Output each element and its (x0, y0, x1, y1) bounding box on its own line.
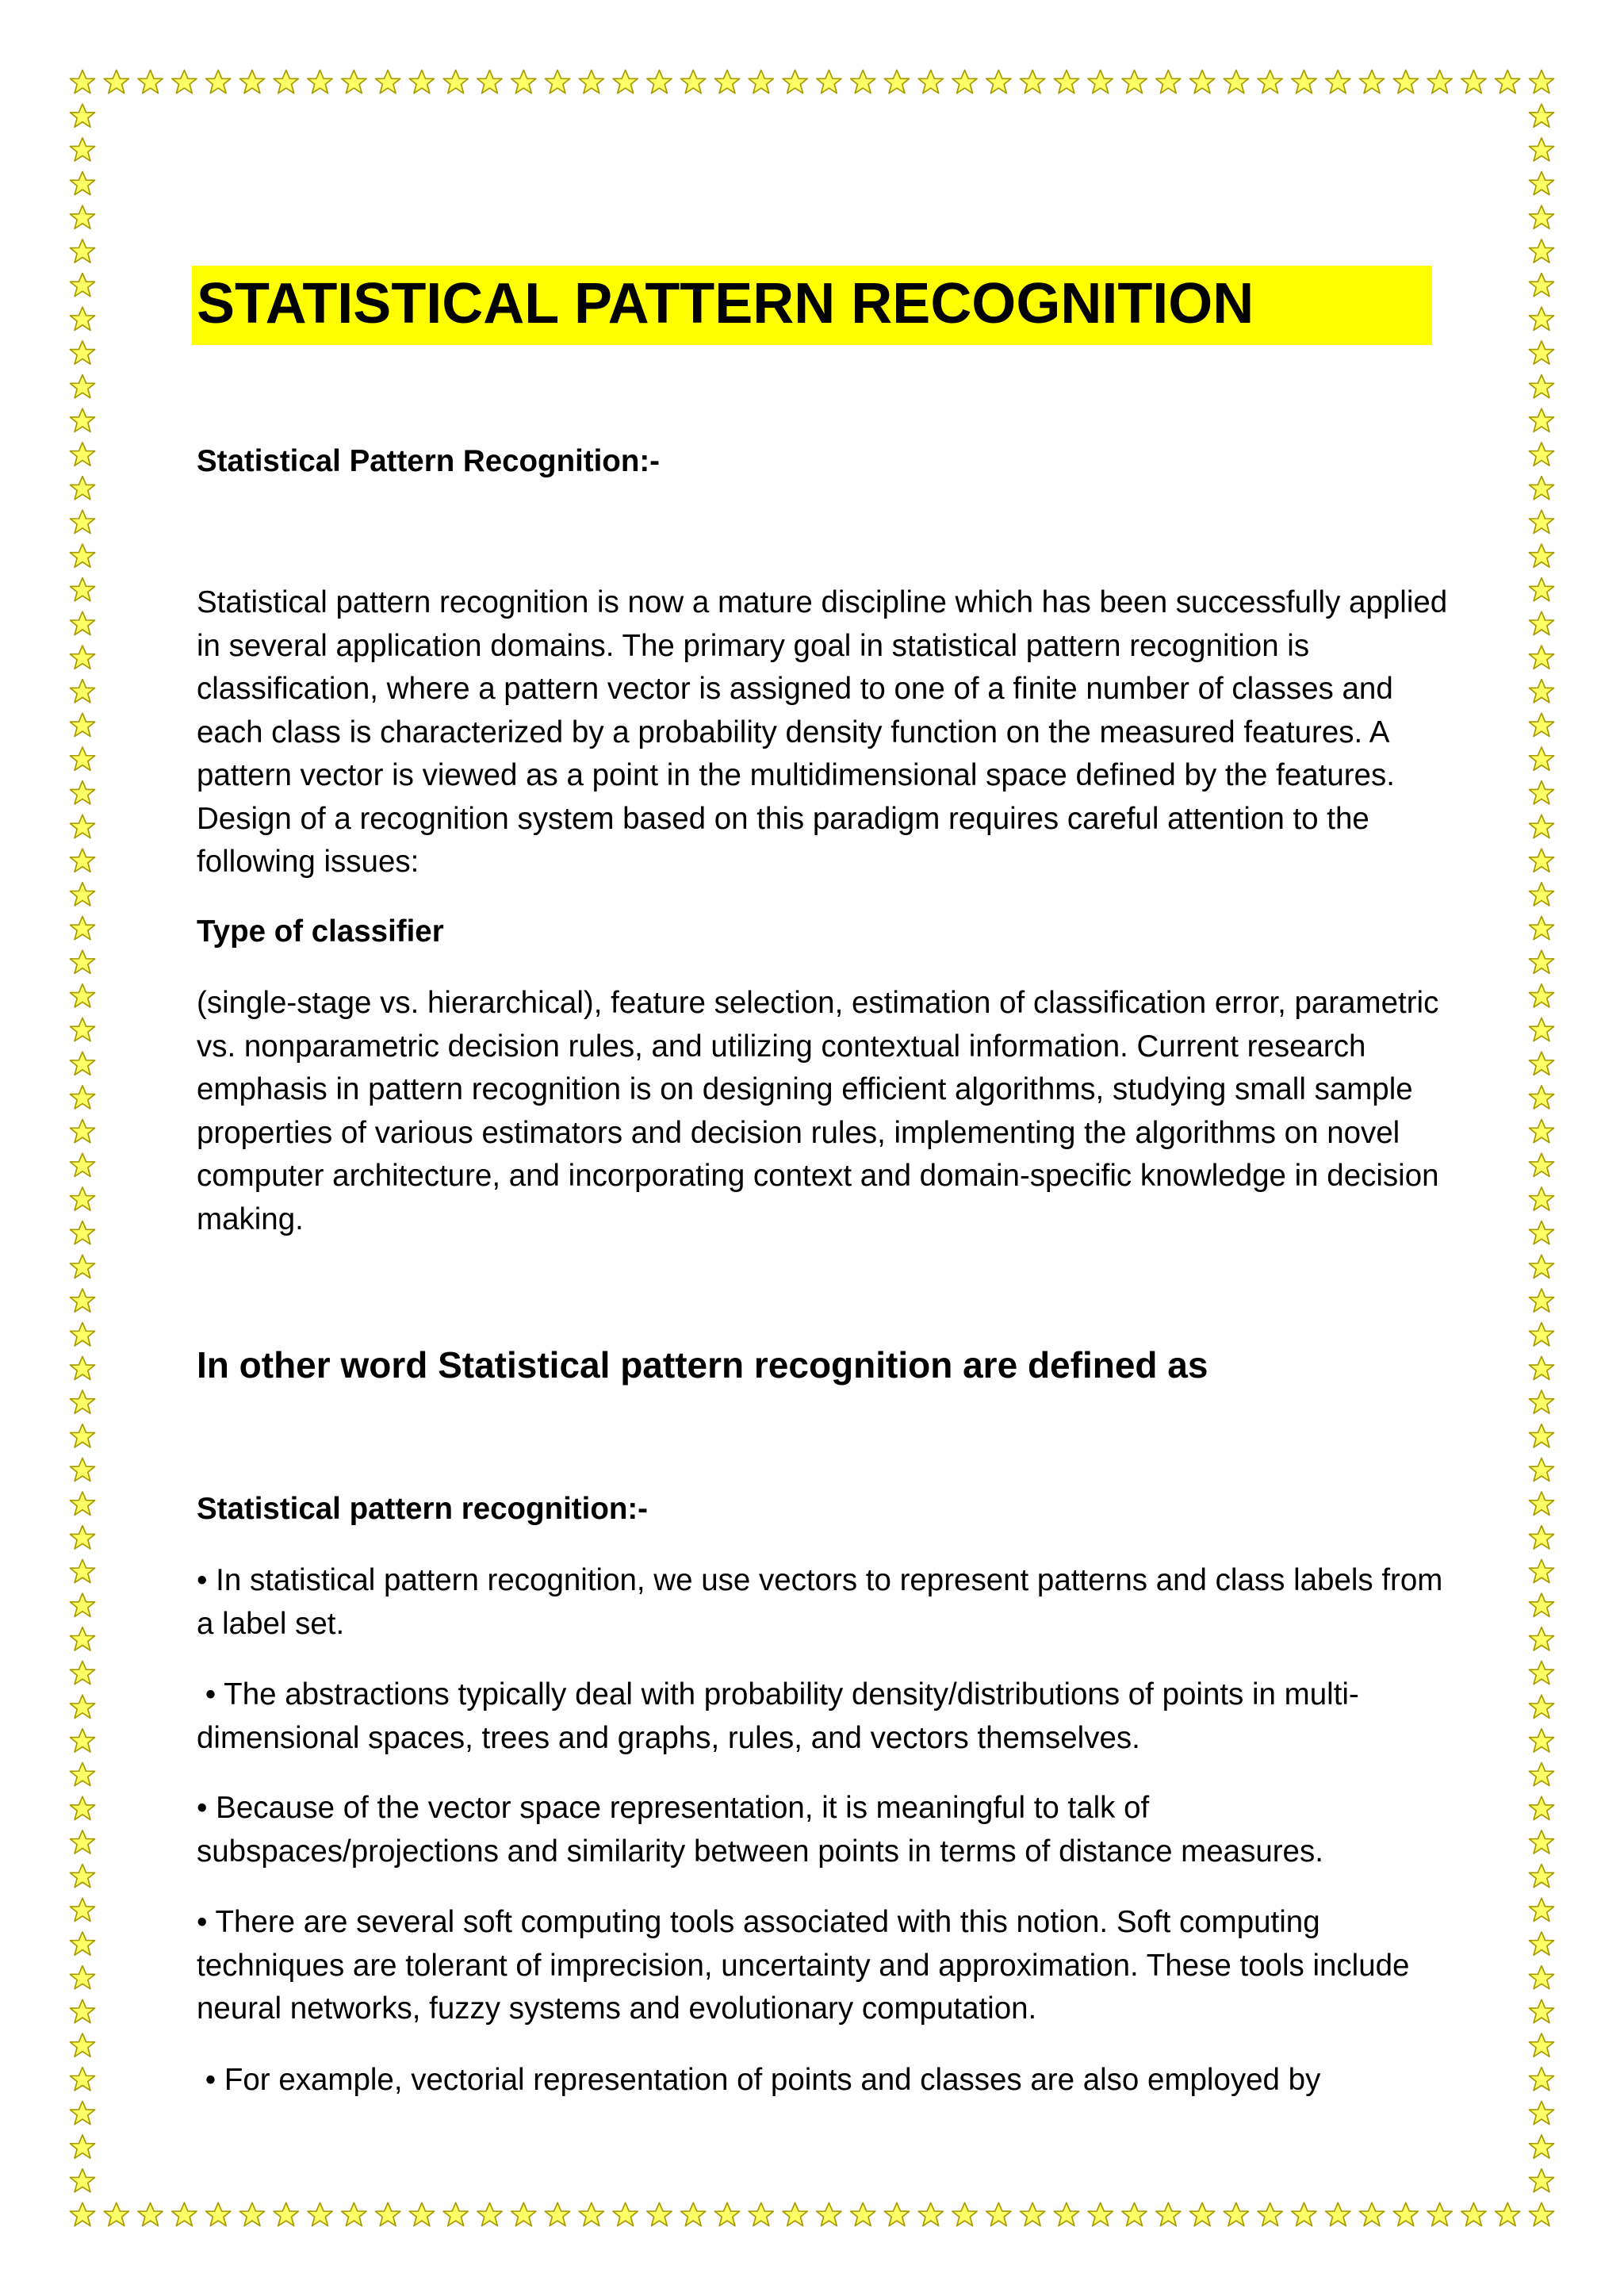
star-icon (1529, 171, 1553, 194)
star-icon (70, 1559, 94, 1582)
star-icon (1529, 341, 1553, 364)
star-icon (1427, 2202, 1452, 2225)
star-icon (70, 1492, 94, 1515)
classifier-heading: Type of classifier (197, 914, 444, 949)
star-icon (206, 2202, 231, 2225)
star-icon (1529, 1627, 1553, 1650)
star-icon (239, 70, 264, 93)
star-icon (1529, 2033, 1553, 2056)
star-icon (274, 2202, 298, 2225)
star-icon (1529, 883, 1553, 906)
star-icon (1529, 1221, 1553, 1244)
star-icon (1292, 2202, 1316, 2225)
star-icon (851, 70, 875, 93)
star-icon (1326, 2202, 1350, 2225)
star-icon (681, 70, 706, 93)
star-icon (1190, 2202, 1215, 2225)
star-icon (545, 2202, 569, 2225)
star-icon (1190, 70, 1215, 93)
star-icon (1529, 1424, 1553, 1447)
star-icon (1529, 1999, 1553, 2022)
star-icon (1529, 510, 1553, 533)
star-icon (1529, 1492, 1553, 1515)
star-icon (70, 1966, 94, 1989)
star-icon (681, 2202, 706, 2225)
star-icon (70, 815, 94, 838)
star-icon (714, 2202, 739, 2225)
star-icon (70, 1932, 94, 1955)
star-icon (1529, 984, 1553, 1007)
star-icon (714, 70, 739, 93)
star-icon (1529, 747, 1553, 770)
star-icon (1461, 2202, 1486, 2225)
star-icon (70, 1627, 94, 1650)
star-icon (1529, 1289, 1553, 1312)
star-icon (1529, 138, 1553, 161)
star-icon (70, 680, 94, 703)
star-icon (1496, 70, 1520, 93)
star-icon (376, 70, 400, 93)
star-icon (70, 1052, 94, 1075)
star-icon (70, 1356, 94, 1379)
star-icon (70, 1661, 94, 1684)
star-icon (308, 2202, 332, 2225)
star-icon (70, 1458, 94, 1481)
star-icon (70, 341, 94, 364)
star-icon (1088, 70, 1113, 93)
star-icon (1258, 2202, 1282, 2225)
star-icon (1529, 2068, 1553, 2091)
star-icon (172, 70, 197, 93)
star-icon (70, 443, 94, 466)
star-icon (579, 2202, 603, 2225)
star-icon (1529, 781, 1553, 804)
star-icon (1529, 70, 1553, 93)
star-icon (783, 2202, 807, 2225)
bullet-item: • There are several soft computing tools associated with this notion. Soft computing techniques are tolerant of imprecision, uncertainty and approximation. These tools include neural networks, fuzzy systems and evolutionary computation. (197, 1905, 1410, 2026)
star-icon (1529, 1018, 1553, 1041)
star-icon (70, 1086, 94, 1109)
star-icon (70, 984, 94, 1007)
star-icon (70, 205, 94, 228)
star-icon (308, 70, 332, 93)
star-icon (376, 2202, 400, 2225)
star-icon (1529, 205, 1553, 228)
bullet-item: • In statistical pattern recognition, we use vectors to represent patterns and class labels from a label set. (197, 1563, 1443, 1641)
star-icon (1529, 274, 1553, 297)
star-icon (511, 70, 536, 93)
star-icon (952, 70, 977, 93)
star-icon (70, 611, 94, 634)
star-icon (817, 70, 841, 93)
star-icon (1529, 578, 1553, 601)
star-icon (239, 2202, 264, 2225)
star-icon (817, 2202, 841, 2225)
star-icon (1326, 70, 1350, 93)
star-icon (70, 2033, 94, 2056)
star-icon (1292, 70, 1316, 93)
star-icon (1529, 240, 1553, 263)
star-icon (1359, 70, 1384, 93)
star-icon (647, 2202, 672, 2225)
star-icon (1054, 70, 1078, 93)
star-icon (647, 70, 672, 93)
star-icon (613, 70, 638, 93)
star-icon (1156, 70, 1181, 93)
star-icon (1156, 2202, 1181, 2225)
star-icon (986, 2202, 1011, 2225)
star-icon (986, 70, 1011, 93)
star-icon (749, 2202, 773, 2225)
star-icon (1529, 1390, 1553, 1413)
star-icon (1427, 70, 1452, 93)
star-icon (1224, 2202, 1248, 2225)
star-icon (274, 70, 298, 93)
star-icon (1529, 1661, 1553, 1684)
star-icon (70, 1153, 94, 1176)
star-icon (1224, 70, 1248, 93)
page-title: STATISTICAL PATTERN RECOGNITION (197, 272, 1254, 335)
star-icon (1529, 408, 1553, 431)
star-icon (70, 883, 94, 906)
star-icon (579, 70, 603, 93)
star-icon (1529, 104, 1553, 127)
definition-heading: In other word Statistical pattern recognition are defined as (197, 1344, 1208, 1386)
star-icon (1258, 70, 1282, 93)
star-icon (477, 70, 502, 93)
star-icon (1529, 1153, 1553, 1176)
star-icon (1088, 2202, 1113, 2225)
star-icon (1529, 307, 1553, 330)
intro-paragraph: Statistical pattern recognition is now a mature discipline which has been successfully applied in several application domains. The primary goal in statistical pattern recognition is classification, where a pattern vector is assigned to one of a finite number of classes and each class is characterized by a probability density function on the measured features. A pattern vector is viewed as a point in the multidimensional space defined by the features. Design of a recognition system based on this paradigm requires careful attention to the following issues: (197, 585, 1448, 879)
star-icon (138, 2202, 163, 2225)
star-icon (70, 510, 94, 533)
star-icon (511, 2202, 536, 2225)
star-icon (1122, 2202, 1147, 2225)
bullet-item: • Because of the vector space representation, it is meaningful to talk of subspaces/projections and similarity between points in terms of distance measures. (197, 1791, 1323, 1869)
star-icon (70, 1526, 94, 1549)
star-icon (342, 70, 366, 93)
star-icon (1529, 1729, 1553, 1752)
star-icon (1529, 1763, 1553, 1786)
star-icon (1529, 611, 1553, 634)
star-icon (70, 1255, 94, 1278)
star-icon (70, 2135, 94, 2158)
star-icon (70, 781, 94, 804)
star-icon (70, 2101, 94, 2124)
star-icon (70, 240, 94, 263)
star-icon (1529, 477, 1553, 500)
star-icon (1529, 1458, 1553, 1481)
section-heading: Statistical Pattern Recognition:- (197, 444, 660, 478)
star-icon (443, 70, 468, 93)
star-icon (1529, 680, 1553, 703)
star-icon (70, 1323, 94, 1346)
star-icon (70, 1120, 94, 1143)
star-icon (70, 849, 94, 872)
star-icon (70, 2068, 94, 2091)
star-icon (1529, 1559, 1553, 1582)
star-icon (70, 578, 94, 601)
star-icon (1496, 2202, 1520, 2225)
star-icon (70, 307, 94, 330)
star-icon (1529, 443, 1553, 466)
star-icon (104, 70, 128, 93)
star-icon (70, 171, 94, 194)
star-icon (1529, 2101, 1553, 2124)
star-icon (1529, 375, 1553, 398)
star-icon (1021, 2202, 1045, 2225)
bullet-item: • For example, vectorial representation of points and classes are also employed by (197, 2063, 1321, 2097)
star-icon (1529, 1830, 1553, 1853)
star-icon (70, 104, 94, 127)
star-icon (1529, 849, 1553, 872)
star-icon (1529, 1255, 1553, 1278)
star-icon (1529, 2135, 1553, 2158)
star-icon (1529, 1865, 1553, 1888)
star-icon (1461, 70, 1486, 93)
star-icon (70, 646, 94, 669)
star-icon (918, 2202, 943, 2225)
star-icon (1393, 2202, 1418, 2225)
subsection-heading: Statistical pattern recognition:- (197, 1492, 649, 1526)
star-icon (1529, 1695, 1553, 1718)
star-icon (70, 1865, 94, 1888)
star-icon (1021, 70, 1045, 93)
star-icon (1529, 1796, 1553, 1819)
star-icon (342, 2202, 366, 2225)
star-icon (952, 2202, 977, 2225)
star-icon (851, 2202, 875, 2225)
star-icon (70, 408, 94, 431)
star-icon (1529, 1187, 1553, 1210)
star-icon (1529, 1356, 1553, 1379)
star-icon (70, 1830, 94, 1853)
star-icon (1529, 950, 1553, 973)
star-icon (613, 2202, 638, 2225)
star-icon (409, 2202, 434, 2225)
star-icon (1359, 2202, 1384, 2225)
star-icon (70, 70, 94, 93)
star-icon (443, 2202, 468, 2225)
star-icon (1529, 1966, 1553, 1989)
star-icon (918, 70, 943, 93)
star-icon (1529, 1052, 1553, 1075)
star-icon (70, 1390, 94, 1413)
star-icon (70, 1221, 94, 1244)
star-icon (70, 1796, 94, 1819)
star-icon (1529, 1323, 1553, 1346)
star-icon (1529, 1120, 1553, 1143)
star-icon (70, 1695, 94, 1718)
star-icon (70, 1593, 94, 1616)
star-icon (545, 70, 569, 93)
star-icon (783, 70, 807, 93)
star-icon (1529, 2169, 1553, 2192)
star-icon (409, 70, 434, 93)
star-icon (70, 1289, 94, 1312)
star-icon (1122, 70, 1147, 93)
star-icon (70, 747, 94, 770)
star-icon (138, 70, 163, 93)
star-icon (1529, 1593, 1553, 1616)
star-icon (70, 713, 94, 736)
classifier-paragraph: (single-stage vs. hierarchical), feature selection, estimation of classification error, parametric vs. nonparametric decision rules, and utilizing contextual information. Current research emphasis in pattern recognition is on designing efficient algorithms, studying small sample properties of various estimators and decision rules, implementing the algorithms on novel computer architecture, and incorporating context and domain-specific knowledge in decision making. (197, 986, 1439, 1236)
star-icon (1529, 1932, 1553, 1955)
star-icon (70, 375, 94, 398)
star-icon (1529, 713, 1553, 736)
star-icon (70, 1763, 94, 1786)
star-icon (70, 1187, 94, 1210)
star-icon (70, 477, 94, 500)
star-icon (206, 70, 231, 93)
star-icon (70, 2202, 94, 2225)
star-icon (70, 1999, 94, 2022)
star-icon (172, 2202, 197, 2225)
star-icon (1529, 544, 1553, 567)
star-icon (70, 1018, 94, 1041)
star-icon (70, 950, 94, 973)
star-icon (1529, 646, 1553, 669)
star-icon (1529, 815, 1553, 838)
star-icon (1529, 1086, 1553, 1109)
star-icon (104, 2202, 128, 2225)
star-icon (70, 274, 94, 297)
star-icon (1529, 916, 1553, 939)
star-icon (70, 1424, 94, 1447)
star-icon (749, 70, 773, 93)
star-icon (70, 1729, 94, 1752)
star-icon (884, 70, 909, 93)
star-icon (70, 1898, 94, 1921)
star-icon (70, 2169, 94, 2192)
star-icon (1393, 70, 1418, 93)
star-icon (1529, 2202, 1553, 2225)
star-icon (70, 544, 94, 567)
star-icon (70, 138, 94, 161)
star-icon (477, 2202, 502, 2225)
star-icon (1529, 1898, 1553, 1921)
star-icon (70, 916, 94, 939)
star-icon (884, 2202, 909, 2225)
star-icon (1529, 1526, 1553, 1549)
star-icon (1054, 2202, 1078, 2225)
bullet-item: • The abstractions typically deal with probability density/distributions of points in multi-dimensional spaces, trees and graphs, rules, and vectors themselves. (197, 1677, 1359, 1755)
